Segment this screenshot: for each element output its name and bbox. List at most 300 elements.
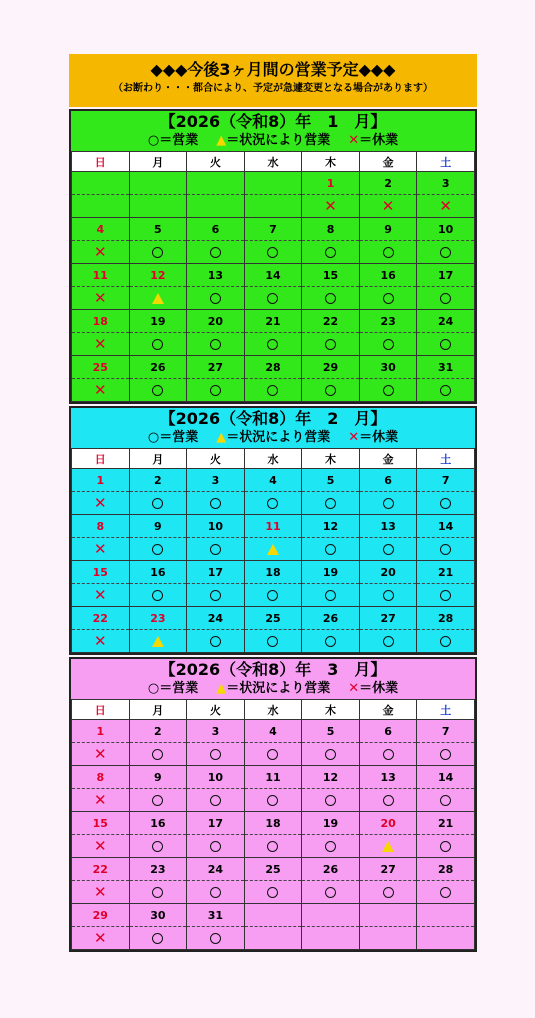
status-row — [72, 743, 475, 766]
date-cell: 7 — [417, 720, 475, 743]
status-cell — [244, 584, 302, 607]
status-cell — [417, 789, 475, 812]
status-cell — [187, 789, 245, 812]
open-circle-icon — [325, 293, 336, 304]
tentative-symbol-icon: ▲ — [216, 430, 227, 445]
weekday-6: 土 — [417, 700, 475, 720]
status-cell — [417, 492, 475, 515]
date-cell: 9 — [129, 515, 187, 538]
date-cell: 8 — [72, 766, 130, 789]
status-cell — [129, 835, 187, 858]
legend — [71, 429, 475, 448]
legend — [71, 132, 475, 151]
date-cell: 21 — [417, 812, 475, 835]
status-row — [72, 927, 475, 950]
open-circle-icon — [267, 749, 278, 760]
date-cell — [359, 904, 417, 927]
status-row — [72, 835, 475, 858]
closed-cross-icon: ✕ — [381, 196, 395, 215]
date-cell: 2 — [359, 172, 417, 195]
status-cell — [72, 333, 130, 356]
date-cell: 5 — [129, 218, 187, 241]
date-cell: 21 — [417, 561, 475, 584]
open-circle-icon — [440, 749, 451, 760]
calendar-march — [69, 657, 477, 952]
status-cell — [302, 195, 360, 218]
status-cell — [244, 195, 302, 218]
open-circle-icon — [440, 498, 451, 509]
open-circle-icon — [152, 544, 163, 555]
status-row — [72, 630, 475, 653]
open-circle-icon — [210, 247, 221, 258]
weekday-5: 金 — [359, 700, 417, 720]
status-row — [72, 789, 475, 812]
status-row — [72, 195, 475, 218]
status-cell — [417, 927, 475, 950]
status-cell — [129, 492, 187, 515]
closed-cross-icon: ✕ — [93, 882, 107, 901]
closed-cross-icon: ✕ — [93, 242, 107, 261]
open-symbol-icon: ○ — [147, 133, 160, 148]
open-circle-icon — [267, 887, 278, 898]
open-circle-icon — [152, 498, 163, 509]
calendar-january — [69, 109, 477, 404]
open-circle-icon — [267, 385, 278, 396]
date-row — [72, 515, 475, 538]
date-row — [72, 720, 475, 743]
open-circle-icon — [440, 636, 451, 647]
status-cell — [187, 195, 245, 218]
status-cell — [302, 630, 360, 653]
status-cell — [244, 881, 302, 904]
closed-cross-icon: ✕ — [93, 380, 107, 399]
status-cell — [129, 630, 187, 653]
date-cell: 24 — [187, 607, 245, 630]
weekday-0: 日 — [72, 700, 130, 720]
date-cell: 10 — [187, 515, 245, 538]
date-cell: 18 — [244, 812, 302, 835]
date-cell: 25 — [72, 356, 130, 379]
status-cell — [244, 333, 302, 356]
status-cell — [244, 630, 302, 653]
date-cell: 16 — [129, 561, 187, 584]
status-cell — [302, 538, 360, 561]
date-cell: 8 — [302, 218, 360, 241]
calendar-grid — [71, 699, 475, 950]
date-cell: 27 — [359, 607, 417, 630]
status-cell — [129, 333, 187, 356]
date-row — [72, 904, 475, 927]
open-circle-icon — [440, 841, 451, 852]
open-circle-icon — [152, 590, 163, 601]
status-cell — [417, 538, 475, 561]
open-circle-icon — [383, 636, 394, 647]
open-circle-icon — [383, 247, 394, 258]
open-circle-icon — [210, 636, 221, 647]
date-row — [72, 310, 475, 333]
open-circle-icon — [152, 339, 163, 350]
date-cell: 20 — [359, 561, 417, 584]
date-cell — [244, 172, 302, 195]
status-cell — [72, 379, 130, 402]
date-cell: 25 — [244, 607, 302, 630]
date-cell: 29 — [72, 904, 130, 927]
weekday-header-row — [72, 449, 475, 469]
open-circle-icon — [267, 590, 278, 601]
closed-cross-icon: ✕ — [324, 196, 337, 215]
status-cell — [129, 287, 187, 310]
date-cell: 14 — [244, 264, 302, 287]
closed-cross-icon: ✕ — [93, 790, 107, 809]
status-cell — [72, 584, 130, 607]
status-cell — [72, 881, 130, 904]
status-cell — [302, 333, 360, 356]
month-title: 【2026（令和8）年 2 月】 — [159, 409, 387, 428]
date-cell: 21 — [244, 310, 302, 333]
date-cell: 29 — [302, 356, 360, 379]
weekday-3: 水 — [244, 449, 302, 469]
date-cell — [187, 172, 245, 195]
status-cell — [244, 743, 302, 766]
open-circle-icon — [383, 293, 394, 304]
status-cell — [359, 927, 417, 950]
date-cell: 26 — [302, 858, 360, 881]
status-cell — [187, 881, 245, 904]
date-cell: 13 — [187, 264, 245, 287]
status-row — [72, 881, 475, 904]
weekday-2: 火 — [187, 152, 245, 172]
status-cell — [187, 835, 245, 858]
schedule-wrapper — [69, 54, 477, 952]
tentative-triangle-icon — [152, 293, 164, 304]
closed-cross-icon: ✕ — [93, 585, 107, 604]
status-cell — [359, 881, 417, 904]
status-cell — [72, 927, 130, 950]
date-cell: 23 — [359, 310, 417, 333]
calendar-grid — [71, 151, 475, 402]
open-circle-icon — [325, 636, 336, 647]
status-cell — [187, 927, 245, 950]
legend — [71, 680, 475, 699]
status-cell — [72, 630, 130, 653]
open-circle-icon — [440, 385, 451, 396]
date-cell: 19 — [302, 561, 360, 584]
date-cell: 13 — [359, 766, 417, 789]
open-circle-icon — [267, 795, 278, 806]
status-cell — [302, 835, 360, 858]
status-cell — [129, 881, 187, 904]
status-cell — [187, 743, 245, 766]
date-row — [72, 172, 475, 195]
date-row — [72, 469, 475, 492]
date-row — [72, 356, 475, 379]
open-circle-icon — [325, 795, 336, 806]
date-cell: 1 — [72, 469, 130, 492]
date-cell: 28 — [417, 607, 475, 630]
calendar-grid — [71, 448, 475, 653]
open-circle-icon — [152, 795, 163, 806]
legend-tentative-label: ＝状況により営業 — [226, 133, 331, 148]
date-cell: 16 — [129, 812, 187, 835]
status-row — [72, 333, 475, 356]
date-cell: 7 — [244, 218, 302, 241]
date-cell: 23 — [129, 607, 187, 630]
date-cell: 22 — [72, 607, 130, 630]
date-cell: 10 — [417, 218, 475, 241]
date-cell: 7 — [417, 469, 475, 492]
open-circle-icon — [267, 339, 278, 350]
open-circle-icon — [210, 841, 221, 852]
date-cell: 20 — [359, 812, 417, 835]
status-cell — [302, 287, 360, 310]
weekday-4: 木 — [302, 152, 360, 172]
status-cell — [187, 287, 245, 310]
date-row — [72, 766, 475, 789]
open-circle-icon — [210, 795, 221, 806]
date-cell: 10 — [187, 766, 245, 789]
open-circle-icon — [383, 544, 394, 555]
open-circle-icon — [210, 590, 221, 601]
date-cell: 11 — [72, 264, 130, 287]
status-cell — [417, 743, 475, 766]
date-cell — [302, 904, 360, 927]
tentative-symbol-icon: ▲ — [216, 681, 227, 696]
status-cell — [129, 538, 187, 561]
open-circle-icon — [325, 544, 336, 555]
date-cell: 11 — [244, 515, 302, 538]
status-cell — [244, 835, 302, 858]
open-circle-icon — [267, 841, 278, 852]
schedule-note: （お断わり・・・都合により、予定が急遽変更となる場合があります） — [113, 83, 433, 94]
date-row — [72, 607, 475, 630]
date-cell: 19 — [302, 812, 360, 835]
open-circle-icon — [440, 247, 451, 258]
open-circle-icon — [152, 385, 163, 396]
date-cell: 4 — [72, 218, 130, 241]
date-cell: 11 — [244, 766, 302, 789]
open-circle-icon — [440, 544, 451, 555]
open-circle-icon — [383, 590, 394, 601]
status-row — [72, 492, 475, 515]
date-cell: 9 — [129, 766, 187, 789]
date-cell — [244, 904, 302, 927]
tentative-symbol-icon: ▲ — [216, 133, 227, 148]
date-cell: 5 — [302, 469, 360, 492]
date-cell: 17 — [187, 561, 245, 584]
open-circle-icon — [383, 498, 394, 509]
date-cell: 26 — [129, 356, 187, 379]
date-cell: 6 — [359, 720, 417, 743]
legend-open-label: ＝営業 — [159, 133, 199, 148]
date-cell: 30 — [359, 356, 417, 379]
date-row — [72, 561, 475, 584]
weekday-4: 木 — [302, 700, 360, 720]
status-cell — [72, 835, 130, 858]
date-cell: 17 — [187, 812, 245, 835]
status-cell — [302, 379, 360, 402]
open-symbol-icon: ○ — [147, 430, 160, 445]
weekday-header-row — [72, 700, 475, 720]
date-cell: 23 — [129, 858, 187, 881]
date-row — [72, 264, 475, 287]
status-cell — [359, 538, 417, 561]
open-circle-icon — [152, 247, 163, 258]
status-cell — [359, 835, 417, 858]
status-cell — [129, 195, 187, 218]
open-circle-icon — [152, 841, 163, 852]
status-cell — [359, 630, 417, 653]
weekday-2: 火 — [187, 449, 245, 469]
date-cell: 5 — [302, 720, 360, 743]
weekday-3: 水 — [244, 152, 302, 172]
status-cell — [417, 333, 475, 356]
date-cell: 6 — [187, 218, 245, 241]
date-cell: 20 — [187, 310, 245, 333]
status-cell — [72, 195, 130, 218]
status-cell — [417, 835, 475, 858]
date-cell: 24 — [187, 858, 245, 881]
tentative-triangle-icon — [267, 544, 279, 555]
status-cell — [187, 492, 245, 515]
status-cell — [187, 241, 245, 264]
weekday-3: 水 — [244, 700, 302, 720]
legend-open-label: ＝営業 — [159, 430, 199, 445]
open-circle-icon — [267, 293, 278, 304]
open-circle-icon — [440, 887, 451, 898]
open-circle-icon — [383, 887, 394, 898]
weekday-6: 土 — [417, 449, 475, 469]
date-cell: 15 — [72, 812, 130, 835]
date-cell: 8 — [72, 515, 130, 538]
closed-cross-icon: ✕ — [93, 334, 107, 353]
open-circle-icon — [267, 636, 278, 647]
date-row — [72, 218, 475, 241]
date-cell — [72, 172, 130, 195]
date-cell: 13 — [359, 515, 417, 538]
status-cell — [359, 743, 417, 766]
status-cell — [302, 492, 360, 515]
status-cell — [129, 584, 187, 607]
status-cell — [417, 584, 475, 607]
status-cell — [129, 927, 187, 950]
calendar-february — [69, 406, 477, 655]
open-circle-icon — [325, 590, 336, 601]
status-cell — [302, 743, 360, 766]
status-cell — [417, 630, 475, 653]
open-circle-icon — [440, 339, 451, 350]
open-circle-icon — [325, 385, 336, 396]
open-circle-icon — [152, 887, 163, 898]
status-cell — [187, 630, 245, 653]
status-cell — [359, 584, 417, 607]
status-cell — [417, 287, 475, 310]
closed-symbol-icon: ✕ — [348, 133, 360, 148]
date-cell: 28 — [417, 858, 475, 881]
status-cell — [72, 789, 130, 812]
status-cell — [72, 492, 130, 515]
date-cell: 12 — [302, 766, 360, 789]
closed-cross-icon: ✕ — [93, 493, 107, 512]
date-cell: 2 — [129, 469, 187, 492]
legend-closed-label: ＝休業 — [359, 133, 399, 148]
weekday-0: 日 — [72, 152, 130, 172]
open-circle-icon — [383, 749, 394, 760]
status-cell — [359, 333, 417, 356]
open-circle-icon — [383, 385, 394, 396]
open-circle-icon — [325, 841, 336, 852]
open-circle-icon — [440, 795, 451, 806]
weekday-1: 月 — [129, 449, 187, 469]
date-cell: 24 — [417, 310, 475, 333]
status-cell — [417, 241, 475, 264]
date-cell: 14 — [417, 515, 475, 538]
status-cell — [244, 538, 302, 561]
date-cell: 4 — [244, 469, 302, 492]
status-cell — [129, 789, 187, 812]
date-row — [72, 858, 475, 881]
date-cell: 22 — [302, 310, 360, 333]
closed-cross-icon: ✕ — [93, 631, 107, 650]
closed-cross-icon: ✕ — [93, 928, 107, 947]
weekday-6: 土 — [417, 152, 475, 172]
open-circle-icon — [325, 749, 336, 760]
date-cell: 3 — [187, 469, 245, 492]
status-cell — [359, 241, 417, 264]
weekday-4: 木 — [302, 449, 360, 469]
open-circle-icon — [383, 339, 394, 350]
date-cell: 14 — [417, 766, 475, 789]
open-symbol-icon: ○ — [147, 681, 160, 696]
closed-symbol-icon: ✕ — [348, 681, 360, 696]
open-circle-icon — [210, 933, 221, 944]
status-cell — [359, 287, 417, 310]
closed-cross-icon: ✕ — [93, 288, 107, 307]
status-row — [72, 538, 475, 561]
weekday-5: 金 — [359, 152, 417, 172]
status-cell — [244, 287, 302, 310]
status-cell — [302, 881, 360, 904]
open-circle-icon — [152, 749, 163, 760]
date-cell: 1 — [302, 172, 360, 195]
status-cell — [302, 584, 360, 607]
legend-closed-label: ＝休業 — [359, 430, 399, 445]
status-cell — [244, 789, 302, 812]
open-circle-icon — [210, 498, 221, 509]
open-circle-icon — [210, 749, 221, 760]
closed-cross-icon: ✕ — [93, 836, 107, 855]
closed-cross-icon: ✕ — [439, 196, 452, 215]
status-row — [72, 379, 475, 402]
status-cell — [244, 241, 302, 264]
closed-symbol-icon: ✕ — [348, 430, 360, 445]
status-cell — [359, 492, 417, 515]
schedule-header — [69, 54, 477, 107]
date-cell: 6 — [359, 469, 417, 492]
date-cell: 26 — [302, 607, 360, 630]
weekday-2: 火 — [187, 700, 245, 720]
open-circle-icon — [152, 933, 163, 944]
status-cell — [302, 241, 360, 264]
status-cell — [359, 789, 417, 812]
legend-closed-label: ＝休業 — [359, 681, 399, 696]
date-cell: 27 — [359, 858, 417, 881]
tentative-triangle-icon — [382, 841, 394, 852]
status-cell — [302, 927, 360, 950]
weekday-header-row — [72, 152, 475, 172]
open-circle-icon — [267, 247, 278, 258]
date-cell: 9 — [359, 218, 417, 241]
weekday-1: 月 — [129, 700, 187, 720]
